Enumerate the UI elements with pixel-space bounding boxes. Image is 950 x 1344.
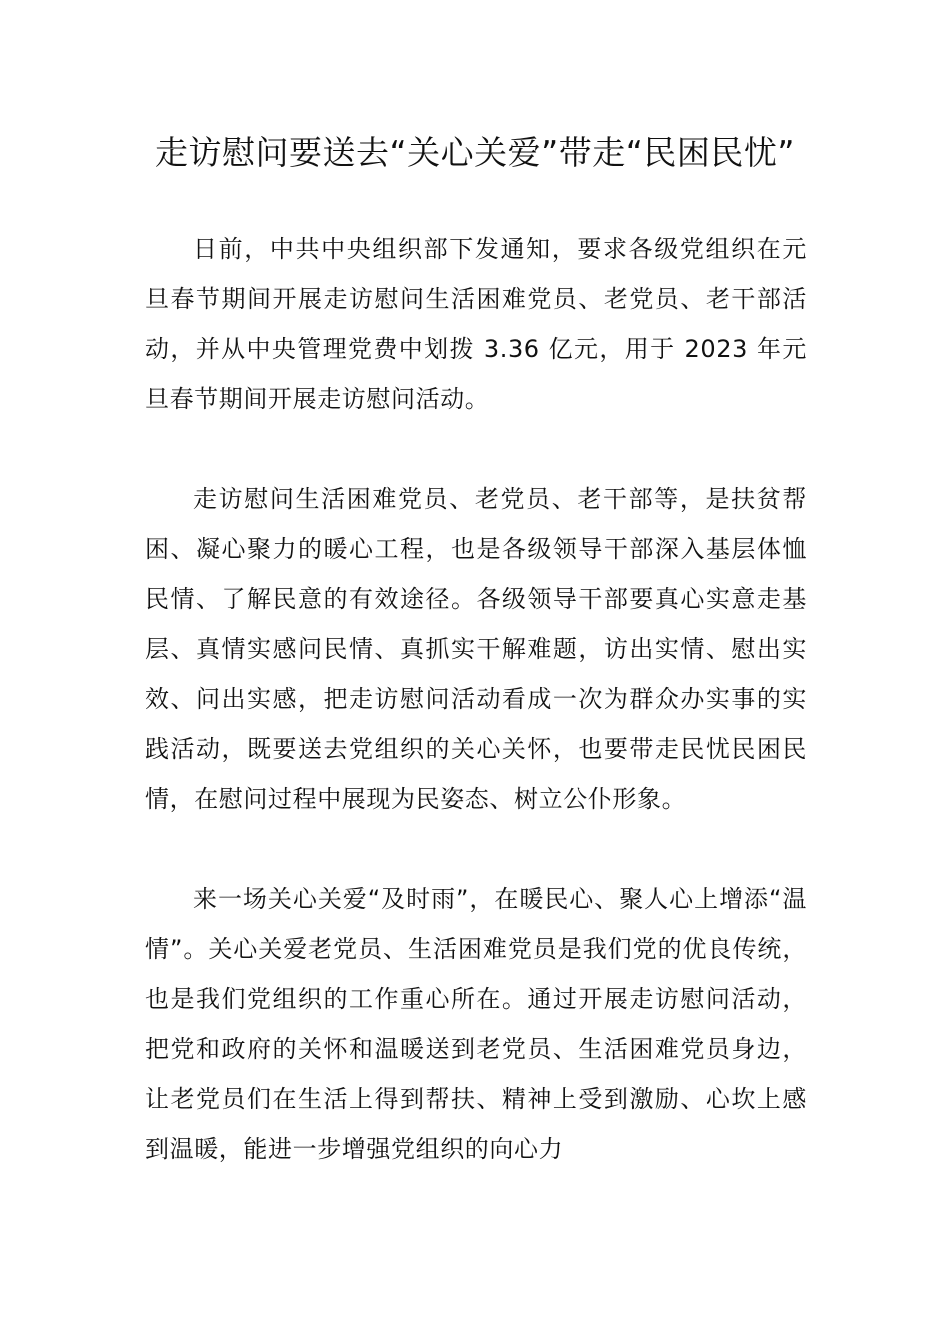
paragraph-1: 日前，中共中央组织部下发通知，要求各级党组织在元旦春节期间开展走访慰问生活困难党员、老党员、老干部活动，并从中央管理党费中划拨 3.36 亿元，用于 2023 年元旦春节期间开展走访慰问活动。 [145,235,807,413]
document-title: 走访慰问要送去“关心关爱”带走“民困民忧” [155,133,795,172]
paragraph-3: 来一场关心关爱“及时雨”，在暖民心、聚人心上增添“温情”。关心关爱老党员、生活困难党员是我们党的优良传统，也是我们党组织的工作重心所在。通过开展走访慰问活动，把党和政府的关怀和温暖送到老党员、生活困难党员身边，让老党员们在生活上得到帮扶、精神上受到激励、心坎上感到温暖，能进一步增强党组织的向心力 [145,885,807,1163]
paragraph-2: 走访慰问生活困难党员、老党员、老干部等，是扶贫帮困、凝心聚力的暖心工程，也是各级领导干部深入基层体恤民情、了解民意的有效途径。各级领导干部要真心实意走基层、真情实感问民情、真抓实干解难题，访出实情、慰出实效、问出实感，把走访慰问活动看成一次为群众办实事的实践活动，既要送去党组织的关心关怀，也要带走民忧民困民情，在慰问过程中展现为民姿态、树立公仆形象。 [145,485,807,813]
document-body [145,224,807,1224]
